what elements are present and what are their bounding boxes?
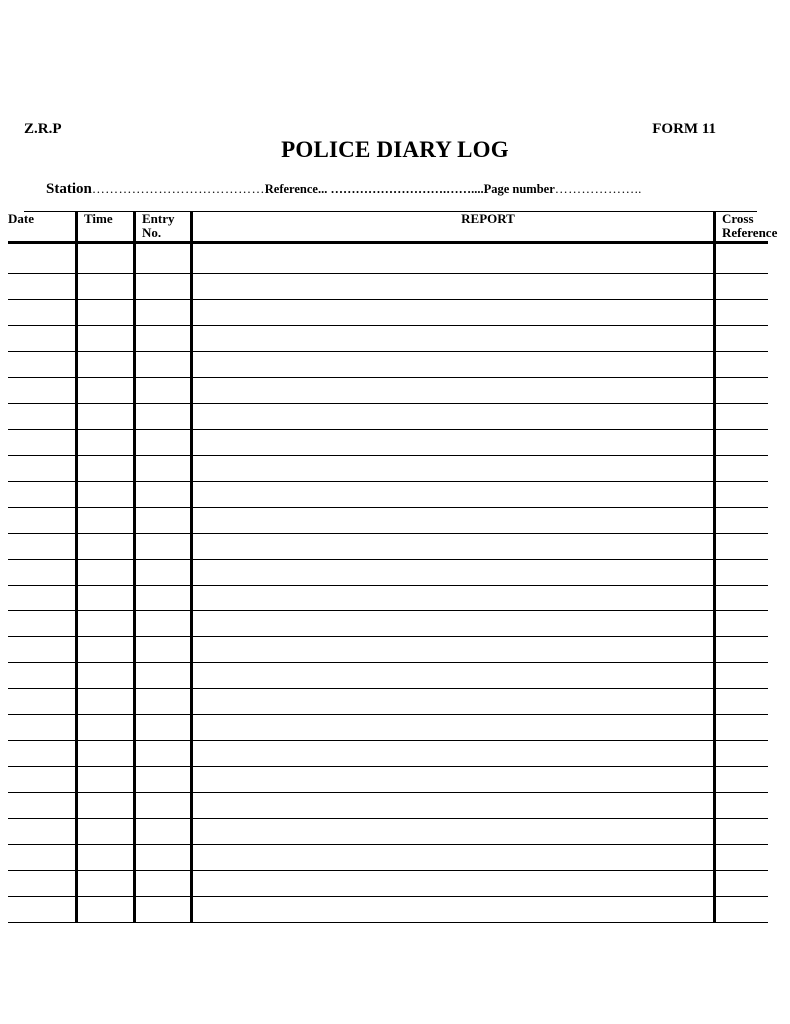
station-field[interactable]: ………………………………… (91, 181, 265, 196)
column-header-cross-line2: Reference (722, 225, 778, 240)
column-header-entry-line1: Entry (142, 211, 175, 226)
column-header-rule (8, 241, 768, 244)
table-row (8, 429, 768, 430)
reference-field[interactable]: ……………………….…….... (327, 182, 484, 196)
table-row (8, 481, 768, 482)
table-row (8, 585, 768, 586)
table-row (8, 377, 768, 378)
column-divider-entry-report (190, 212, 193, 923)
table-row (8, 896, 768, 897)
column-header-time: Time (84, 211, 113, 226)
column-header-cross-line1: Cross (722, 211, 754, 226)
column-divider-time-entry (133, 212, 136, 923)
table-row (8, 818, 768, 819)
form-meta-line (46, 180, 642, 198)
reference-label: Reference... (264, 182, 328, 196)
table-row (8, 559, 768, 560)
column-divider-date-time (75, 212, 78, 923)
table-row (8, 662, 768, 663)
table-row (8, 714, 768, 715)
form-number: FORM 11 (652, 121, 716, 137)
column-header-date: Date (8, 211, 34, 226)
page-title: POLICE DIARY LOG (281, 137, 509, 162)
table-row (8, 636, 768, 637)
column-header-report: REPORT (461, 211, 515, 226)
table-row (8, 455, 768, 456)
table-row (8, 610, 768, 611)
column-divider-report-cross (713, 212, 716, 923)
table-row (8, 688, 768, 689)
table-row (8, 766, 768, 767)
table-row (8, 403, 768, 404)
table-row (8, 273, 768, 274)
station-label: Station (46, 181, 92, 197)
table-row (8, 507, 768, 508)
column-header-entry-no (142, 212, 175, 240)
table-row (8, 844, 768, 845)
table-row (8, 870, 768, 871)
table-row (8, 740, 768, 741)
page-number-field[interactable]: ……………….. (554, 181, 642, 196)
table-row (8, 792, 768, 793)
table-row (8, 922, 768, 923)
column-header-entry-line2: No. (142, 225, 162, 240)
page-number-label: Page number (483, 182, 555, 196)
column-header-cross-reference (722, 212, 777, 240)
table-row (8, 299, 768, 300)
org-abbreviation: Z.R.P (24, 121, 62, 137)
table-row (8, 325, 768, 326)
table-row (8, 351, 768, 352)
table-row (8, 533, 768, 534)
